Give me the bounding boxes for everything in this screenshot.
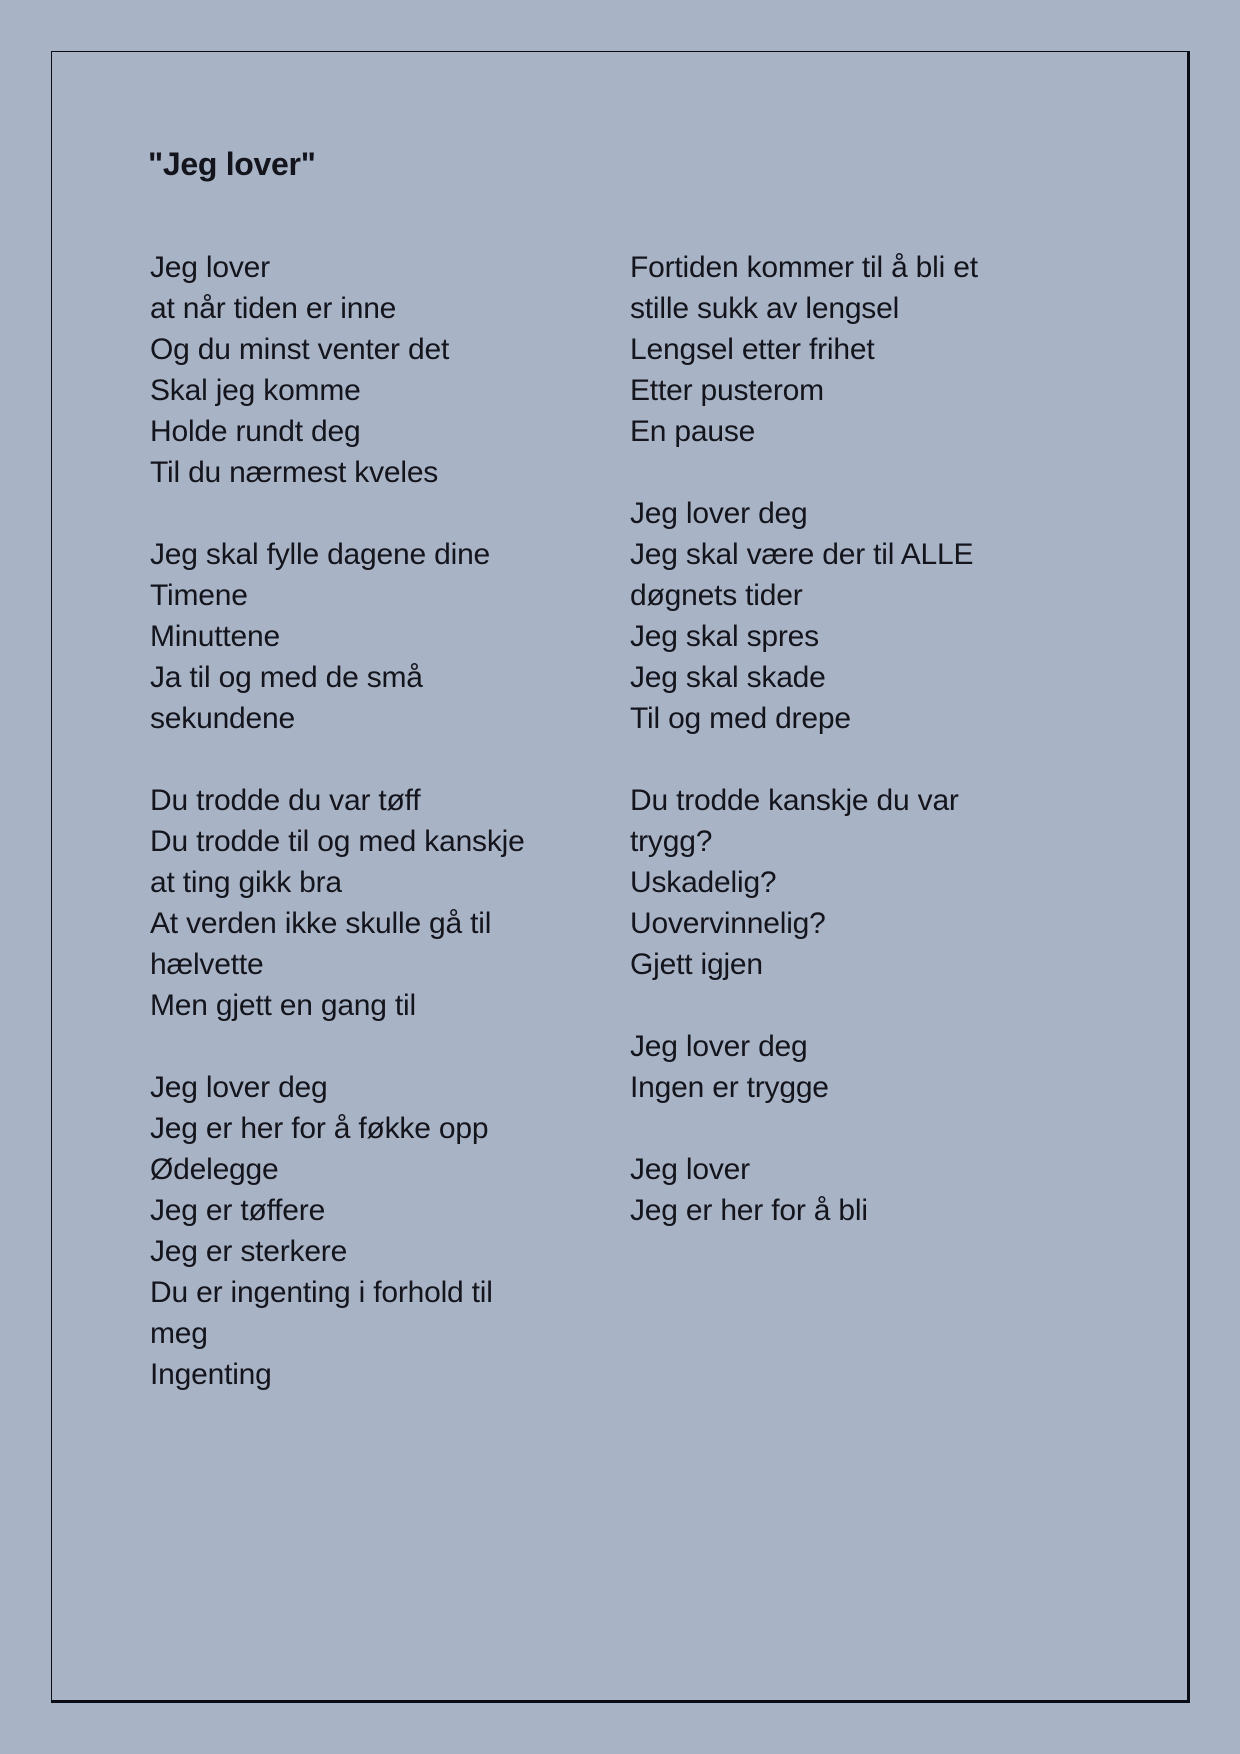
poem-line: Jeg lover deg bbox=[150, 1071, 328, 1104]
poem-line: Og du minst venter det bbox=[150, 333, 450, 366]
poem-line: stille sukk av lengsel bbox=[630, 292, 900, 325]
poem-line: Du trodde til og med kanskje bbox=[150, 825, 525, 858]
poem-line: Jeg er sterkere bbox=[150, 1235, 348, 1268]
poem-line: Til og med drepe bbox=[630, 702, 851, 735]
poem-line: Gjett igjen bbox=[630, 948, 763, 981]
page-border-frame bbox=[51, 51, 1190, 1703]
poem-line: Jeg lover deg bbox=[630, 1030, 808, 1063]
poem-stanza bbox=[630, 780, 1167, 985]
poem-line: Jeg lover bbox=[630, 1153, 750, 1186]
poem-stanza bbox=[630, 1149, 1167, 1231]
poem-line: Minuttene bbox=[150, 620, 280, 653]
poem-line: Jeg skal spres bbox=[630, 620, 819, 653]
poem-stanza bbox=[630, 1026, 1167, 1108]
poem-line: at når tiden er inne bbox=[150, 292, 397, 325]
poem-line: Jeg skal skade bbox=[630, 661, 826, 694]
poem-line: Jeg lover deg bbox=[630, 497, 808, 530]
poem-stanza bbox=[630, 493, 1167, 739]
poem-line: Etter pusterom bbox=[630, 374, 824, 407]
poem-stanza bbox=[150, 780, 630, 1026]
poem-line: meg bbox=[150, 1317, 208, 1350]
poem-line: døgnets tider bbox=[630, 579, 803, 612]
poem-line: at ting gikk bra bbox=[150, 866, 342, 899]
poem-line: Jeg lover bbox=[150, 251, 270, 284]
poem-line: Jeg skal være der til ALLE bbox=[630, 538, 974, 571]
poem-line: sekundene bbox=[150, 702, 295, 735]
poem-line: Du trodde du var tøff bbox=[150, 784, 421, 817]
poem-title: "Jeg lover" bbox=[148, 146, 316, 182]
poem-line: Du trodde kanskje du var bbox=[630, 784, 959, 817]
poem-stanza bbox=[150, 247, 630, 493]
poem-line: Ødelegge bbox=[150, 1153, 279, 1186]
poem-line: Lengsel etter frihet bbox=[630, 333, 875, 366]
poem-column-left bbox=[150, 247, 630, 1395]
poem-line: Timene bbox=[150, 579, 248, 612]
poem-line: Uskadelig? bbox=[630, 866, 777, 899]
poem-columns bbox=[150, 247, 1167, 1395]
poem-line: Ingen er trygge bbox=[630, 1071, 829, 1104]
poem-line: hælvette bbox=[150, 948, 264, 981]
poem-line: At verden ikke skulle gå til bbox=[150, 907, 492, 940]
poem-column-right bbox=[630, 247, 1167, 1231]
poem-line: Jeg skal fylle dagene dine bbox=[150, 538, 491, 571]
poem-line: Til du nærmest kveles bbox=[150, 456, 439, 489]
poem-stanza bbox=[150, 1067, 630, 1395]
poem-line: trygg? bbox=[630, 825, 713, 858]
poem-line: Uovervinnelig? bbox=[630, 907, 826, 940]
poem-line: Men gjett en gang til bbox=[150, 989, 416, 1022]
poem-stanza bbox=[630, 247, 1167, 452]
poem-stanza bbox=[150, 534, 630, 739]
poem-line: Jeg er her for å føkke opp bbox=[150, 1112, 489, 1145]
poem-line: Du er ingenting i forhold til bbox=[150, 1276, 493, 1309]
poem-line: Ja til og med de små bbox=[150, 661, 423, 694]
poem-line: Ingenting bbox=[150, 1358, 272, 1391]
poem-line: Fortiden kommer til å bli et bbox=[630, 251, 978, 284]
poem-line: Holde rundt deg bbox=[150, 415, 361, 448]
poem-line: Jeg er her for å bli bbox=[630, 1194, 868, 1227]
poem-line: Skal jeg komme bbox=[150, 374, 361, 407]
poem-line: Jeg er tøffere bbox=[150, 1194, 326, 1227]
poem-line: En pause bbox=[630, 415, 756, 448]
